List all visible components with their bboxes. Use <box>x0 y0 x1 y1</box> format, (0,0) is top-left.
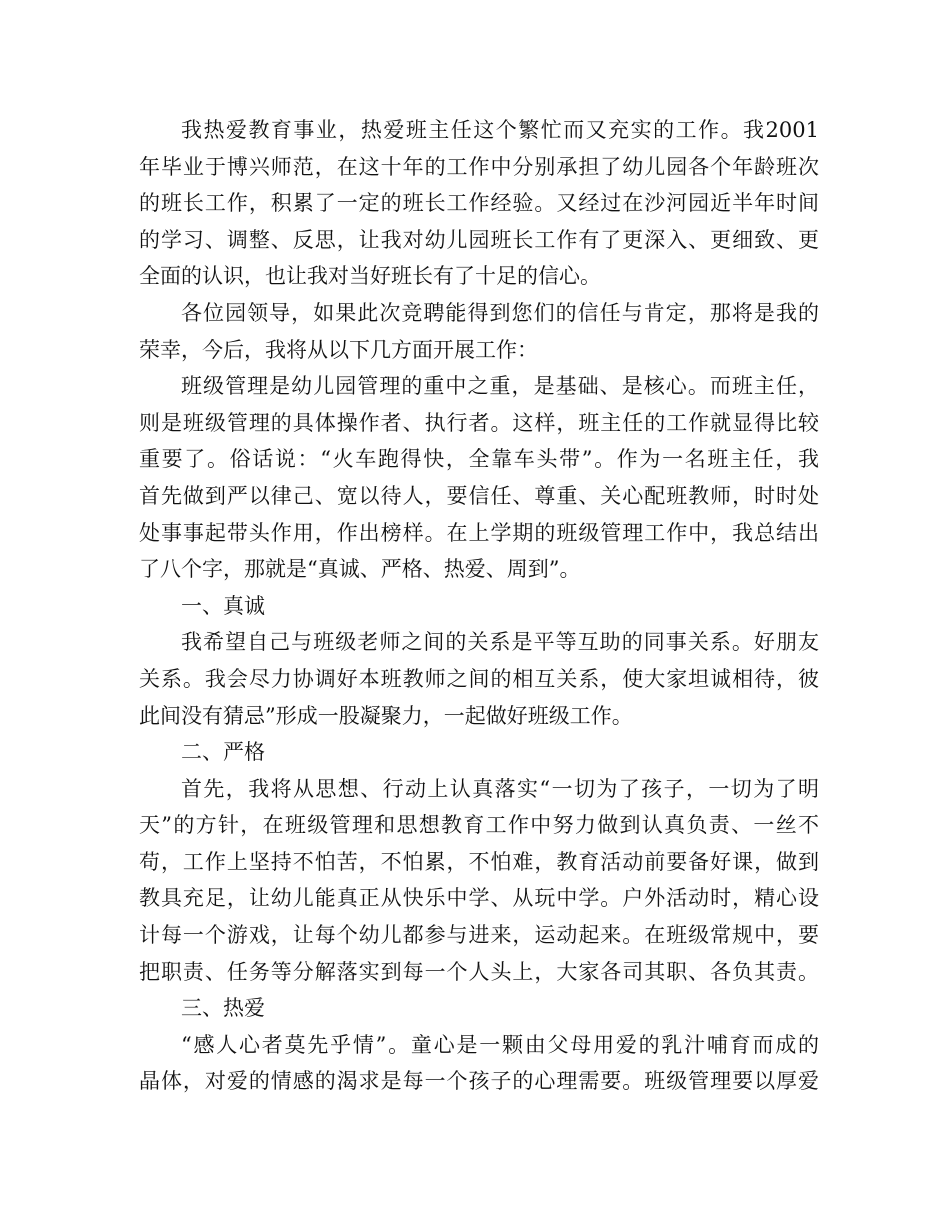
section-heading: 一、真诚 <box>181 593 265 618</box>
paragraph-line: 首先，我将从思想、行动上认真落实“一切为了孩子，一切为了明 <box>181 776 819 801</box>
paragraph-line: 天”的方针，在班级管理和思想教育工作中努力做到认真负责、一丝不 <box>139 813 819 838</box>
paragraph-line: 苟，工作上坚持不怕苦，不怕累，不怕难，教育活动前要备好课，做到 <box>139 849 819 874</box>
paragraph-line: “感人心者莫先乎情”。童心是一颗由父母用爱的乳汁哺育而成的 <box>181 1032 819 1057</box>
paragraph-line: 计每一个游戏，让每个幼儿都参与进来，运动起来。在班级常规中，要 <box>139 923 819 948</box>
paragraph-line: 教具充足，让幼儿能真正从快乐中学、从玩中学。户外活动时，精心设 <box>139 886 819 911</box>
paragraph-line: 全面的认识，也让我对当好班长有了十足的信心。 <box>139 264 601 289</box>
paragraph-line: 年毕业于博兴师范，在这十年的工作中分别承担了幼儿园各个年龄班次 <box>139 154 819 179</box>
paragraph-line: 此间没有猜忌”形成一股凝聚力，一起做好班级工作。 <box>139 703 633 728</box>
paragraph-line: 的学习、调整、反思，让我对幼儿园班长工作有了更深入、更细致、更 <box>139 227 819 252</box>
section-heading: 三、热爱 <box>181 996 265 1021</box>
paragraph-line: 首先做到严以律己、宽以待人，要信任、尊重、关心配班教师，时时处 <box>139 483 819 508</box>
paragraph-line: 则是班级管理的具体操作者、执行者。这样，班主任的工作就显得比较 <box>139 410 819 435</box>
paragraph-line: 重要了。俗话说：“火车跑得快，全靠车头带”。作为一名班主任，我 <box>139 447 819 472</box>
document-body <box>139 112 819 1100</box>
paragraph-line: 处事事起带头作用，作出榜样。在上学期的班级管理工作中，我总结出 <box>139 520 819 545</box>
paragraph-line: 荣幸，今后，我将从以下几方面开展工作： <box>139 337 538 362</box>
paragraph-line: 班级管理是幼儿园管理的重中之重，是基础、是核心。而班主任， <box>181 374 819 399</box>
paragraph-line: 我希望自己与班级老师之间的关系是平等互助的同事关系。好朋友 <box>181 630 819 655</box>
paragraph-line: 我热爱教育事业，热爱班主任这个繁忙而又充实的工作。我2001 <box>181 118 819 142</box>
paragraph-line: 的班长工作，积累了一定的班长工作经验。又经过在沙河园近半年时间 <box>139 191 819 216</box>
paragraph-line: 关系。我会尽力协调好本班教师之间的相互关系，使大家坦诚相待，彼 <box>139 666 819 691</box>
paragraph-line: 了八个字，那就是“真诚、严格、热爱、周到”。 <box>139 557 581 582</box>
paragraph-line: 晶体，对爱的情感的渴求是每一个孩子的心理需要。班级管理要以厚爱 <box>139 1069 819 1094</box>
paragraph-line: 把职责、任务等分解落实到每一个人头上，大家各司其职、各负其责。 <box>139 959 819 984</box>
paragraph-line: 各位园领导，如果此次竞聘能得到您们的信任与肯定，那将是我的 <box>181 300 819 325</box>
section-heading: 二、严格 <box>181 740 265 765</box>
